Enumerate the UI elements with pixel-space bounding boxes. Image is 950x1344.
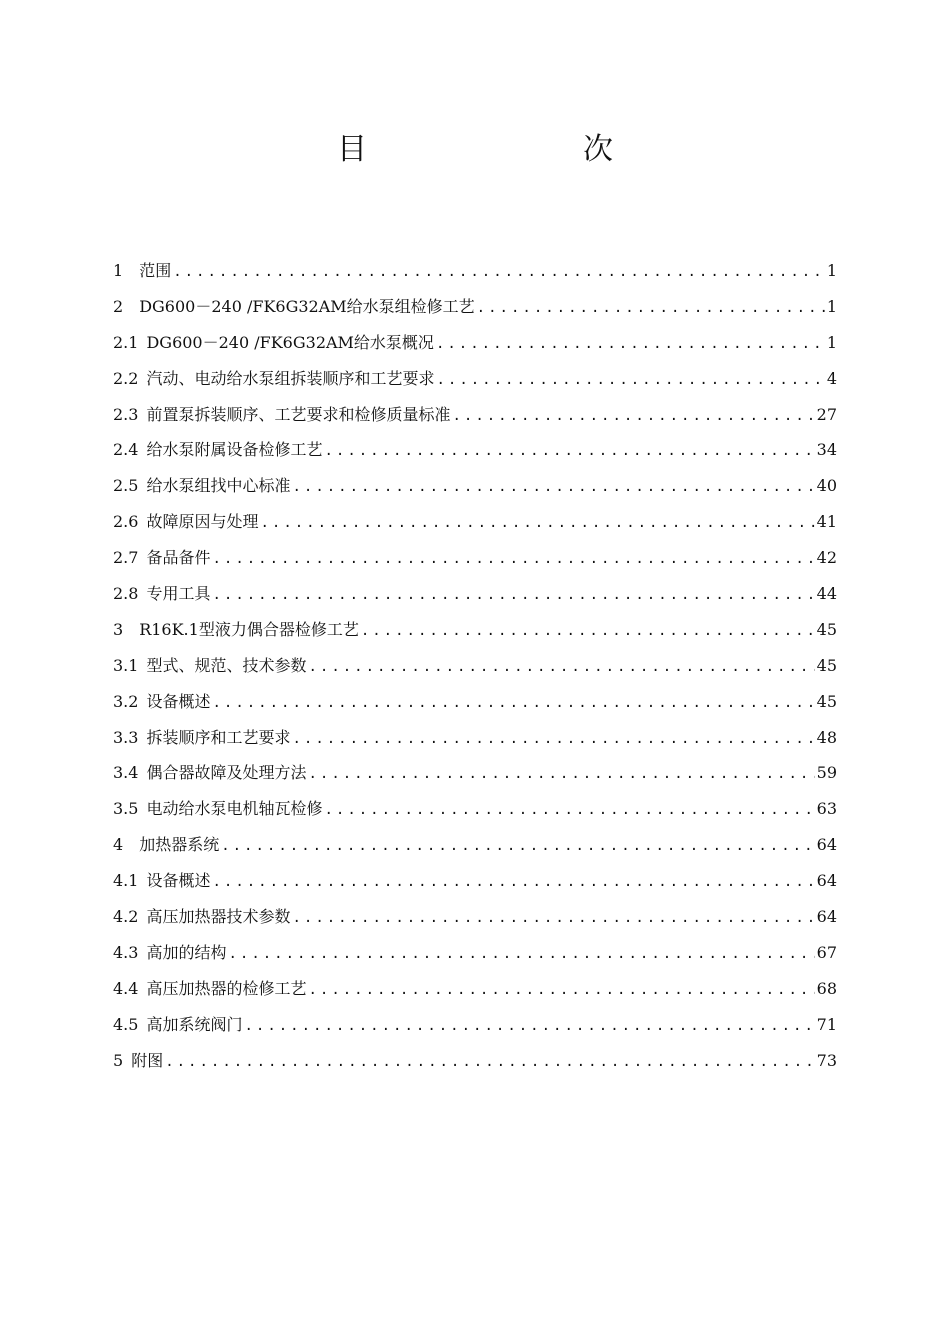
toc-entry-page-number: 71 bbox=[816, 1014, 837, 1034]
toc-entry[interactable] bbox=[113, 971, 837, 1007]
toc-entry-page-number: 40 bbox=[816, 476, 837, 496]
toc-entry[interactable] bbox=[113, 755, 837, 791]
toc-entry[interactable] bbox=[113, 397, 837, 433]
toc-entry-title: 前置泵拆装顺序、工艺要求和检修质量标准 bbox=[146, 404, 451, 424]
toc-entry-page-number: 73 bbox=[816, 1050, 837, 1070]
toc-entry-page-number: 59 bbox=[816, 763, 837, 783]
toc-entry-page-number: 64 bbox=[816, 871, 837, 891]
toc-entry-number: 2.2 bbox=[113, 368, 139, 388]
toc-entry[interactable] bbox=[113, 540, 837, 576]
toc-entry-title: 高加的结构 bbox=[146, 942, 227, 962]
toc-entry-page-number: 45 bbox=[816, 655, 837, 675]
toc-entry[interactable] bbox=[113, 684, 837, 720]
toc-entry[interactable] bbox=[113, 648, 837, 684]
toc-dot-leader bbox=[244, 1009, 814, 1045]
toc-entry-number: 4.2 bbox=[113, 907, 139, 927]
toc-dot-leader bbox=[361, 614, 815, 650]
toc-entry[interactable] bbox=[113, 253, 837, 289]
toc-entry-title: 专用工具 bbox=[146, 584, 211, 604]
table-of-contents bbox=[113, 253, 837, 1078]
toc-entry[interactable] bbox=[113, 1007, 837, 1043]
toc-entry[interactable] bbox=[113, 863, 837, 899]
toc-entry-title: 高压加热器的检修工艺 bbox=[146, 978, 307, 998]
toc-entry-title: 附图 bbox=[131, 1050, 164, 1070]
toc-entry[interactable] bbox=[113, 899, 837, 935]
toc-entry-number: 4.3 bbox=[113, 942, 139, 962]
toc-entry-page-number: 4 bbox=[826, 368, 837, 388]
toc-entry[interactable] bbox=[113, 935, 837, 971]
toc-entry-page-number: 27 bbox=[816, 404, 837, 424]
toc-entry[interactable] bbox=[113, 504, 837, 540]
toc-dot-leader bbox=[308, 973, 814, 1009]
toc-dot-leader bbox=[292, 470, 814, 506]
toc-entry-number: 3.2 bbox=[113, 691, 139, 711]
toc-entry-title: 高加系统阀门 bbox=[146, 1014, 243, 1034]
toc-entry-number: 3.5 bbox=[113, 799, 139, 819]
toc-dot-leader bbox=[212, 542, 814, 578]
toc-entry[interactable] bbox=[113, 827, 837, 863]
toc-entry-page-number: 42 bbox=[816, 548, 837, 568]
toc-entry-title: R16K.1型液力偶合器检修工艺 bbox=[139, 619, 359, 639]
toc-entry-page-number: 68 bbox=[816, 978, 837, 998]
toc-entry-page-number: 1 bbox=[826, 261, 837, 280]
toc-entry-number: 2.1 bbox=[113, 332, 139, 352]
toc-entry-title: 拆装顺序和工艺要求 bbox=[146, 727, 291, 747]
toc-entry-page-number: 48 bbox=[816, 727, 837, 747]
toc-dot-leader bbox=[228, 937, 814, 973]
toc-entry-number: 1 bbox=[113, 261, 124, 280]
toc-dot-leader bbox=[324, 793, 814, 829]
toc-entry-title: 偶合器故障及处理方法 bbox=[146, 763, 307, 783]
toc-entry-page-number: 44 bbox=[816, 584, 837, 604]
toc-entry[interactable] bbox=[113, 468, 837, 504]
toc-entry-title: 备品备件 bbox=[146, 548, 211, 568]
toc-entry-page-number: 34 bbox=[816, 440, 837, 460]
toc-dot-leader bbox=[212, 686, 814, 722]
toc-entry-page-number: 64 bbox=[816, 907, 837, 927]
toc-entry-number: 4.1 bbox=[113, 871, 139, 891]
toc-entry[interactable] bbox=[113, 1043, 837, 1079]
toc-entry-number: 2.7 bbox=[113, 548, 139, 568]
toc-dot-leader bbox=[436, 327, 825, 363]
toc-entry-page-number: 41 bbox=[816, 512, 837, 532]
toc-entry-title: 电动给水泵电机轴瓦检修 bbox=[146, 799, 323, 819]
toc-entry[interactable] bbox=[113, 612, 837, 648]
toc-entry-title: 加热器系统 bbox=[139, 835, 220, 855]
toc-entry-number: 2.8 bbox=[113, 584, 139, 604]
toc-dot-leader bbox=[165, 1045, 814, 1081]
toc-entry-title: 给水泵附属设备检修工艺 bbox=[146, 440, 323, 460]
toc-dot-leader bbox=[436, 363, 824, 399]
toc-entry-number: 2.5 bbox=[113, 476, 139, 496]
toc-entry-number: 4.5 bbox=[113, 1014, 139, 1034]
toc-entry-number: 4 bbox=[113, 835, 124, 855]
toc-entry-page-number: 45 bbox=[816, 691, 837, 711]
toc-entry-title: 故障原因与处理 bbox=[146, 512, 259, 532]
toc-entry-number: 2.4 bbox=[113, 440, 139, 460]
toc-entry-page-number: 63 bbox=[816, 799, 837, 819]
toc-entry-number: 3.1 bbox=[113, 655, 139, 675]
toc-entry[interactable] bbox=[113, 720, 837, 756]
toc-entry[interactable] bbox=[113, 325, 837, 361]
toc-entry-title: 设备概述 bbox=[146, 691, 211, 711]
toc-dot-leader bbox=[308, 757, 814, 793]
toc-dot-leader bbox=[221, 829, 814, 865]
toc-entry[interactable] bbox=[113, 432, 837, 468]
toc-entry[interactable] bbox=[113, 361, 837, 397]
toc-entry-title: 型式、规范、技术参数 bbox=[146, 655, 307, 675]
toc-entry-page-number: 67 bbox=[816, 942, 837, 962]
toc-dot-leader bbox=[324, 434, 814, 470]
toc-entry-number: 4.4 bbox=[113, 978, 139, 998]
toc-entry-number: 2.6 bbox=[113, 512, 139, 532]
toc-title: 目 次 bbox=[337, 132, 665, 167]
toc-entry-number: 3.3 bbox=[113, 727, 139, 747]
toc-entry-number: 2 bbox=[113, 296, 124, 316]
toc-dot-leader bbox=[292, 901, 814, 937]
toc-entry[interactable] bbox=[113, 791, 837, 827]
toc-entry-title: DG600－240 /FK6G32AM给水泵组检修工艺 bbox=[139, 296, 475, 316]
toc-entry-number: 5 bbox=[113, 1050, 124, 1070]
toc-entry[interactable] bbox=[113, 576, 837, 612]
toc-entry-number: 3 bbox=[113, 619, 124, 639]
toc-entry-page-number: 45 bbox=[816, 619, 837, 639]
toc-dot-leader bbox=[308, 650, 814, 686]
toc-entry-page-number: 64 bbox=[816, 835, 837, 855]
toc-entry-title: 设备概述 bbox=[146, 871, 211, 891]
toc-dot-leader bbox=[292, 722, 814, 758]
toc-entry-title: 给水泵组找中心标准 bbox=[146, 476, 291, 496]
toc-dot-leader bbox=[212, 865, 814, 901]
toc-dot-leader bbox=[260, 506, 814, 542]
toc-dot-leader bbox=[452, 399, 814, 435]
toc-dot-leader bbox=[212, 578, 814, 614]
toc-entry-number: 3.4 bbox=[113, 763, 139, 783]
toc-dot-leader bbox=[477, 291, 825, 327]
toc-entry-title: 汽动、电动给水泵组拆装顺序和工艺要求 bbox=[146, 368, 435, 388]
toc-entry-title: DG600－240 /FK6G32AM给水泵概况 bbox=[146, 332, 434, 352]
toc-entry-title: 范围 bbox=[139, 261, 172, 280]
toc-entry-page-number: 1 bbox=[826, 296, 837, 316]
toc-entry-title: 高压加热器技术参数 bbox=[146, 907, 291, 927]
toc-dot-leader bbox=[173, 255, 825, 291]
toc-entry-number: 2.3 bbox=[113, 404, 139, 424]
toc-entry[interactable] bbox=[113, 289, 837, 325]
toc-entry-page-number: 1 bbox=[826, 332, 837, 352]
